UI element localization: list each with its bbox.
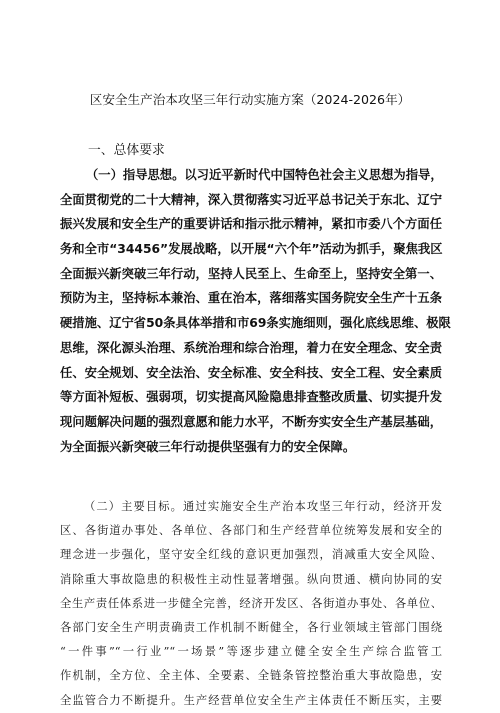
paragraph-line: 消除重大事故隐患的积极性主动性显著增强。纵向贯通、横向协同的安 <box>60 572 442 586</box>
paragraph-line: 全生产责任体系进一步健全完善，经济开发区、各街道办事处、各单位、 <box>60 596 442 610</box>
paragraph-line: 现问题解决问题的强烈意愿和能力水平，不断夯实安全生产基层基础， <box>60 414 442 429</box>
paragraph-line: 等方面补短板、强弱项，切实提高风险隐患排查整改质量、切实提升发 <box>60 390 442 405</box>
paragraph-line: 作机制，全方位、全主体、全要素、全链条管控整治重大事故隐患，安 <box>60 669 442 683</box>
document-title: 区安全生产治本攻坚三年行动实施方案（2024-2026年） <box>89 92 411 107</box>
paragraph-line: 振兴发展和安全生产的重要讲话和指示批示精神，紧扣市委八个方面任 <box>60 217 442 232</box>
paragraph-line: “一件事”“一行业”“一场景”等逐步建立健全安全生产综合监管工 <box>60 645 442 659</box>
guiding-ideology-paragraph <box>60 163 451 459</box>
paragraph-line: （一）指导思想。以习近平新时代中国特色社会主义思想为指导， <box>86 168 443 182</box>
paragraph-line: 各部门安全生产明责确责工作机制不断健全，各行业领域主管部门围绕 <box>60 620 442 634</box>
paragraph-line: 全监管合力不断提升。生产经营单位安全生产主体责任不断压实，主要 <box>60 693 442 707</box>
main-objectives-paragraph <box>60 495 442 713</box>
paragraph-line: 硬措施、辽宁省50条具体举措和市69条实施细则，强化底线思维、极限 <box>60 316 451 331</box>
paragraph-line: （二）主要目标。通过实施安全生产治本攻坚三年行动，经济开发 <box>84 500 442 513</box>
paragraph-line: 全面振兴新突破三年行动，坚持人民至上、生命至上，坚持安全第一、 <box>60 266 442 281</box>
paragraph-line: 全面贯彻党的二十大精神，深入贯彻落实习近平总书记关于东北、辽宁 <box>60 192 442 207</box>
paragraph-line: 预防为主，坚持标本兼治、重在治本，落细落实国务院安全生产十五条 <box>60 291 442 306</box>
paragraph-line: 理念进一步强化，坚守安全红线的意识更加强烈，消减重大安全风险、 <box>60 548 442 562</box>
section-heading-general-requirements: 一、总体要求 <box>88 143 165 158</box>
paragraph-line: 区、各街道办事处、各单位、各部门和生产经营单位统筹发展和安全的 <box>60 524 442 538</box>
paragraph-line: 务和全市“34456”发展战略，以开展“六个年”活动为抓手，聚焦我区 <box>60 242 443 257</box>
paragraph-line: 思维，深化源头治理、系统治理和综合治理，着力在安全理念、安全责 <box>60 340 442 355</box>
paragraph-line: 为全面振兴新突破三年行动提供坚强有力的安全保障。 <box>60 439 356 454</box>
paragraph-line: 任、安全规划、安全法治、安全标准、安全科技、安全工程、安全素质 <box>60 365 442 380</box>
